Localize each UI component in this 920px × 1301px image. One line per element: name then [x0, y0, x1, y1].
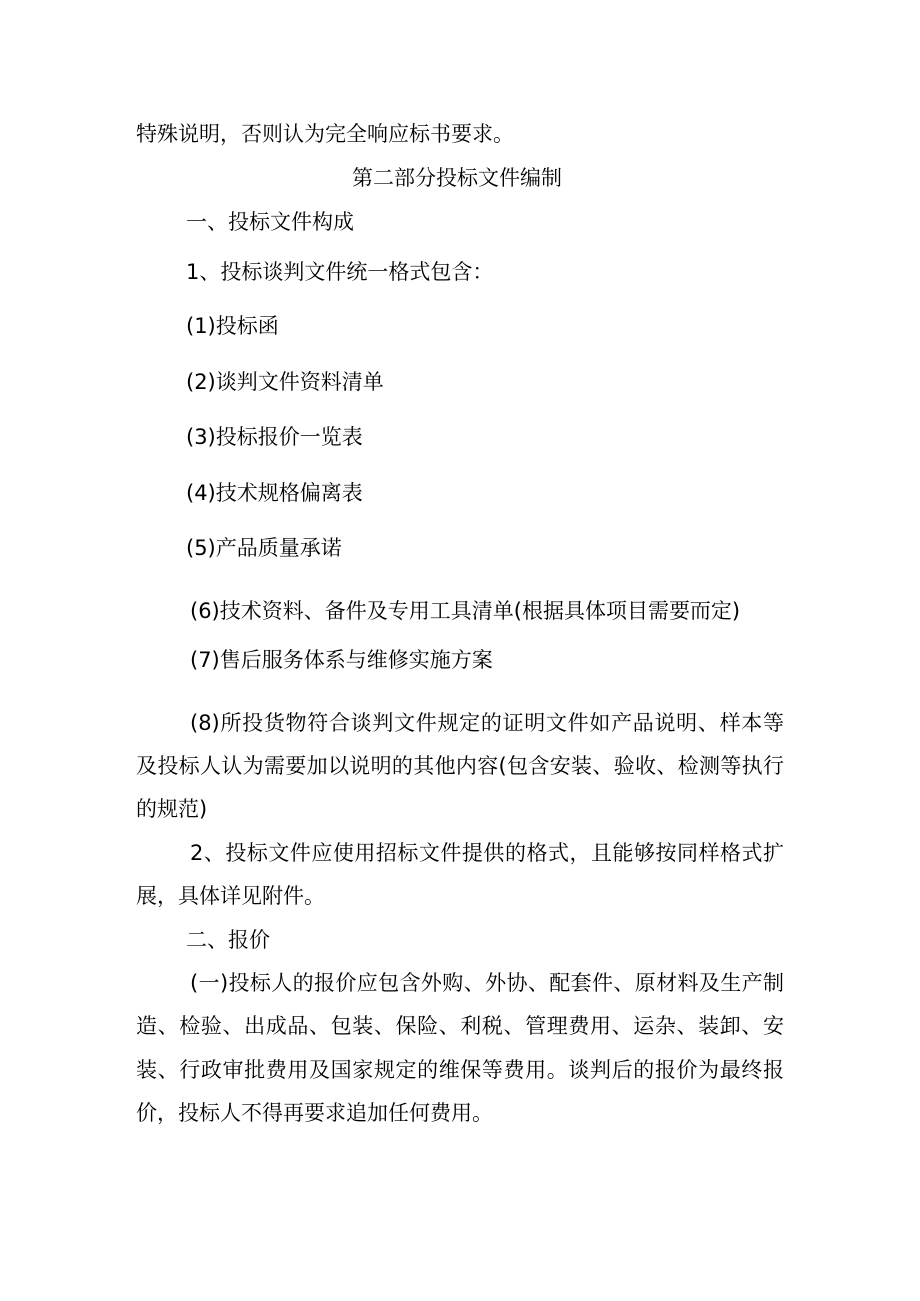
pricing-line-3: 装、行政审批费用及国家规定的维保等费用。谈判后的报价为最终报 — [136, 1058, 784, 1082]
part-title: 第二部分投标文件编制 — [352, 166, 562, 190]
section-heading-pricing: 二、报价 — [186, 928, 270, 952]
list-item: (4)技术规格偏离表 — [186, 481, 363, 505]
list-item: (7)售后服务体系与维修实施方案 — [190, 648, 493, 672]
item-8-line-1: (8)所投货物符合谈判文件规定的证明文件如产品说明、样本等 — [190, 711, 784, 735]
list-item: (1)投标函 — [186, 314, 279, 338]
item-8-line-3: 的规范) — [136, 797, 208, 821]
list-item: (2)谈判文件资料清单 — [186, 370, 384, 394]
list-item: (3)投标报价一览表 — [186, 425, 363, 449]
list-item: (5)产品质量承诺 — [186, 536, 342, 560]
section-heading-composition: 一、投标文件构成 — [186, 210, 354, 234]
item-8-line-2: 及投标人认为需要加以说明的其他内容(包含安装、验收、检测等执行 — [136, 754, 784, 778]
pricing-line-4: 价，投标人不得再要求追加任何费用。 — [136, 1101, 493, 1125]
continuation-text: 特殊说明，否则认为完全响应标书要求。 — [136, 122, 514, 146]
item-2-line-1: 2、投标文件应使用招标文件提供的格式，且能够按同样格式扩 — [190, 841, 784, 865]
item-2-line-2: 展，具体详见附件。 — [136, 884, 325, 908]
pricing-line-2: 造、检验、出成品、包装、保险、利税、管理费用、运杂、装卸、安 — [136, 1014, 784, 1038]
item-1-heading: 1、投标谈判文件统一格式包含： — [186, 260, 494, 284]
list-item: (6)技术资料、备件及专用工具清单(根据具体项目需要而定) — [190, 599, 741, 623]
pricing-line-1: (一)投标人的报价应包含外购、外协、配套件、原材料及生产制 — [190, 971, 784, 995]
